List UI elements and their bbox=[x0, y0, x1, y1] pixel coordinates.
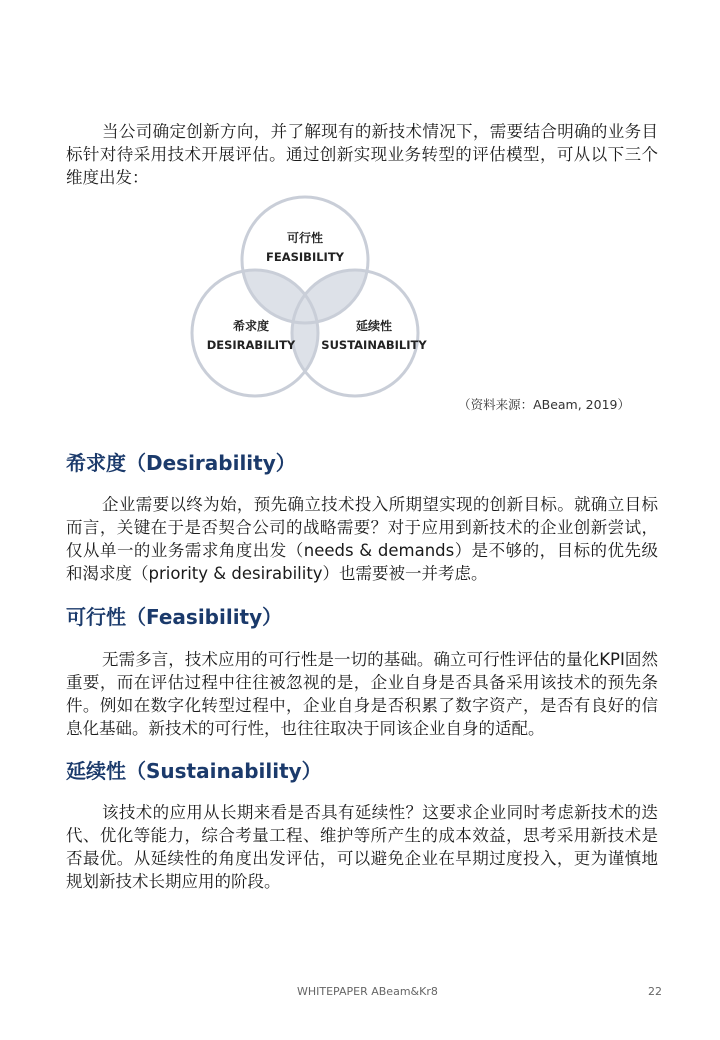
feasibility-label-en: FEASIBILITY bbox=[266, 250, 344, 264]
page-number: 22 bbox=[648, 985, 662, 998]
feasibility-label-cn: 可行性 bbox=[286, 231, 324, 245]
sustainability-label-en: SUSTAINABILITY bbox=[321, 338, 427, 352]
overlap-regions bbox=[192, 270, 418, 396]
feasibility-paragraph: 无需多言，技术应用的可行性是一切的基础。确立可行性评估的量化KPI固然重要，而在评估过程中往往被忽视的是，企业自身是否具备采用该技术的预先条件。例如在数字化转型过程中，企业自身是否积累了数字资产，是否有良好的信息化基础。新技术的可行性，也往往取决于同该企业自身的适配。 bbox=[66, 650, 658, 738]
venn-diagram bbox=[180, 190, 450, 410]
source-caption: （资料来源：ABeam, 2019） bbox=[458, 397, 630, 412]
footer-title: WHITEPAPER ABeam&Kr8 bbox=[297, 985, 438, 998]
heading-desirability: 希求度（Desirability） bbox=[66, 451, 296, 475]
intro-paragraph: 当公司确定创新方向，并了解现有的新技术情况下，需要结合明确的业务目标针对待采用技术开展评估。通过创新实现业务转型的评估模型，可从以下三个维度出发： bbox=[66, 122, 658, 187]
sustainability-paragraph: 该技术的应用从长期来看是否具有延续性？这要求企业同时考虑新技术的迭代、优化等能力，综合考量工程、维护等所产生的成本效益，思考采用新技术是否最优。从延续性的角度出发评估，可以避免企业在早期过度投入，更为谨慎地规划新技术长期应用的阶段。 bbox=[66, 803, 658, 891]
heading-sustainability: 延续性（Sustainability） bbox=[66, 759, 322, 783]
sustainability-label-cn: 延续性 bbox=[355, 319, 393, 333]
desirability-label-en: DESIRABILITY bbox=[206, 338, 296, 352]
desirability-label-cn: 希求度 bbox=[232, 319, 270, 333]
heading-feasibility: 可行性（Feasibility） bbox=[66, 605, 283, 629]
desirability-paragraph: 企业需要以终为始，预先确立技术投入所期望实现的创新目标。就确立目标而言，关键在于是否契合公司的战略需要？对于应用到新技术的企业创新尝试，仅从单一的业务需求角度出发（needs & demands）是不够的，目标的优先级和渴求度（priority & desirability）也需要被一并考虑。 bbox=[66, 495, 658, 583]
